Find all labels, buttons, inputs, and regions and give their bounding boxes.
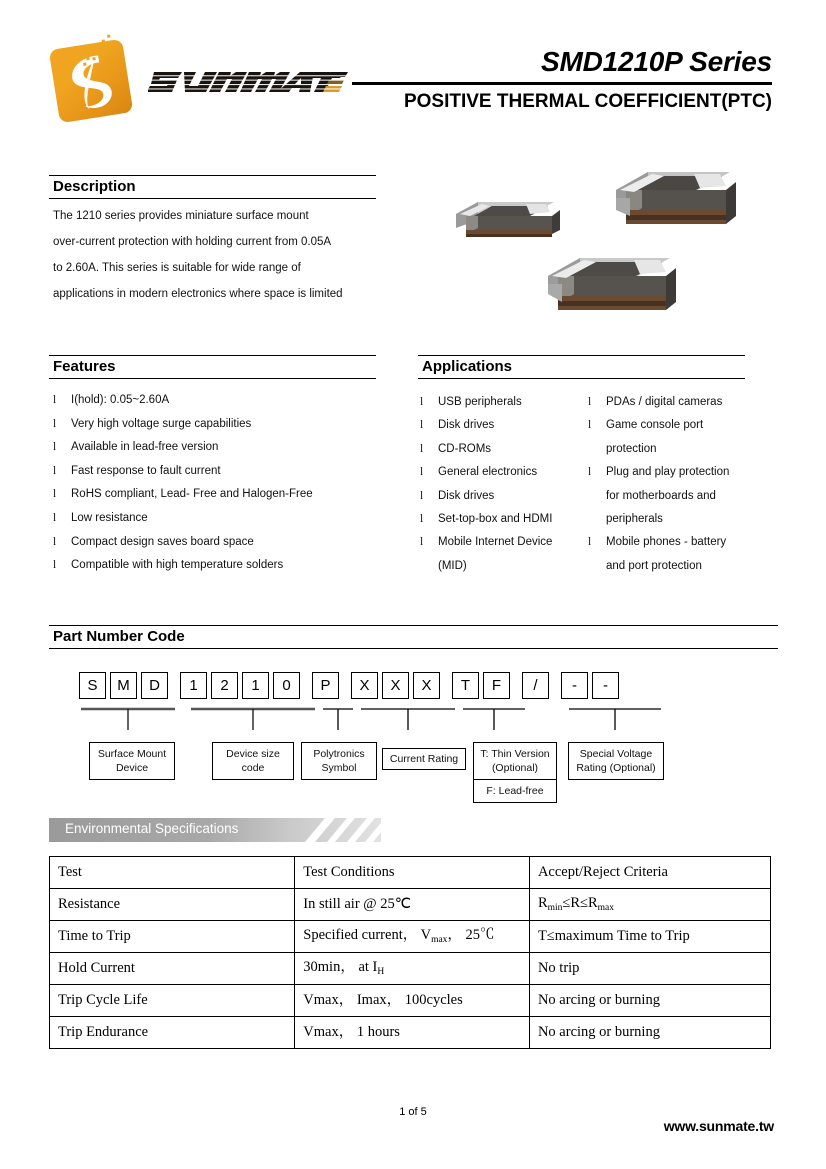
application-label-continuation: protection <box>606 442 657 455</box>
feature-label: Available in lead-free version <box>71 441 219 454</box>
callout-polytronics-symbol <box>301 742 377 780</box>
pn-char-box: 1 <box>242 672 269 699</box>
feature-label: RoHS compliant, Lead- Free and Halogen-Free <box>71 488 313 501</box>
callout-line: Special Voltage <box>579 748 653 760</box>
list-item <box>49 483 389 507</box>
callout-line: T: Thin Version <box>480 748 550 760</box>
page-header <box>0 0 826 150</box>
callout-line: Device size <box>226 748 280 760</box>
cell-criteria: $R_{min}\le R\le R_{max}$ <box>529 889 770 921</box>
pn-char-box: - <box>561 672 588 699</box>
logo-mark-icon <box>49 39 134 124</box>
list-item <box>49 389 389 413</box>
feature-label: Compatible with high temperature solders <box>71 559 284 572</box>
callout-line: Surface Mount <box>97 748 167 760</box>
bullet-icon: l <box>420 419 424 432</box>
description-body <box>53 203 375 307</box>
company-logo <box>52 40 342 140</box>
pn-char-box: M <box>110 672 137 699</box>
banner-title: Environmental Specifications <box>65 821 239 836</box>
application-label-continuation: and port protection <box>606 559 702 572</box>
callout-special-voltage-rating <box>568 742 664 780</box>
table-row <box>50 1017 771 1049</box>
callout-line: Device <box>115 762 149 774</box>
cell-criteria: No arcing or burning <box>529 1017 770 1049</box>
features-heading: Features <box>49 355 376 379</box>
series-title: SMD1210P Series <box>541 46 772 77</box>
application-label-continuation: (MID) <box>438 559 467 572</box>
description-line-1: The 1210 series provides miniature surface mount <box>53 210 309 222</box>
website-link[interactable]: www.sunmate.tw <box>663 1118 774 1134</box>
callout-surface-mount-device <box>89 742 175 780</box>
bullet-icon: l <box>53 464 57 477</box>
cell-conditions: In still air @ 25℃ <box>295 889 530 921</box>
application-label: Mobile Internet Device <box>438 536 553 549</box>
application-label: Mobile phones - battery <box>606 536 727 549</box>
list-item <box>416 391 584 414</box>
list-item <box>416 531 584 554</box>
feature-label: Low resistance <box>71 511 148 524</box>
pn-char-box: X <box>382 672 409 699</box>
callout-line: (Optional) <box>491 762 539 774</box>
applications-column-right <box>584 391 776 578</box>
description-line-3: to 2.60A. This series is suitable for wide range of <box>53 262 301 274</box>
feature-label: Very high voltage surge capabilities <box>71 417 252 430</box>
column-header-test: Test <box>50 857 295 889</box>
pn-char-box: 0 <box>273 672 300 699</box>
cell-criteria: No arcing or burning <box>529 985 770 1017</box>
callout-line: code <box>241 762 265 774</box>
application-label: Game console port <box>606 419 704 432</box>
callout-cell: F: Lead-free <box>486 785 544 797</box>
bullet-icon: l <box>53 417 57 430</box>
list-item <box>584 414 776 437</box>
part-number-code-heading: Part Number Code <box>49 625 778 649</box>
feature-label: Fast response to fault current <box>71 464 221 477</box>
pn-char-box: D <box>141 672 168 699</box>
list-item <box>49 507 389 531</box>
pn-char-box: 1 <box>180 672 207 699</box>
title-divider <box>352 82 772 85</box>
callout-current-rating: Current Rating <box>382 748 466 770</box>
product-photo-smd-components <box>430 158 800 328</box>
list-item <box>416 414 584 437</box>
bullet-icon: l <box>53 535 57 548</box>
cell-conditions: Vmax， Imax， 100cycles <box>295 985 530 1017</box>
cell-test: Time to Trip <box>50 921 295 953</box>
features-list <box>49 389 389 578</box>
bullet-icon: l <box>420 536 424 549</box>
application-label-continuation: for motherboards and <box>606 489 716 502</box>
application-label: Disk drives <box>438 489 495 502</box>
environmental-specifications-table <box>49 856 771 1049</box>
part-number-leader-lines <box>49 660 778 815</box>
pn-char-box: / <box>522 672 549 699</box>
pn-char-box: X <box>351 672 378 699</box>
cell-conditions: Vmax， 1 hours <box>295 1017 530 1049</box>
application-label: USB peripherals <box>438 396 522 408</box>
bullet-icon: l <box>53 394 57 406</box>
pn-char-box: F <box>483 672 510 699</box>
feature-label: Compact design saves board space <box>71 535 254 548</box>
table-row <box>50 953 771 985</box>
table-row <box>50 921 771 953</box>
smd-component-3 <box>548 258 676 310</box>
list-item <box>49 554 389 578</box>
title-block <box>352 46 772 113</box>
application-label: Plug and play protection <box>606 466 730 479</box>
callout-line: Rating (Optional) <box>576 762 656 774</box>
list-item <box>416 485 584 508</box>
callout-thin-version-lead-free <box>473 742 557 803</box>
list-item <box>584 461 776 484</box>
cell-test: Hold Current <box>50 953 295 985</box>
applications-lists <box>416 391 776 578</box>
applications-heading: Applications <box>418 355 745 379</box>
column-header-test-conditions: Test Conditions <box>295 857 530 889</box>
bullet-icon: l <box>420 513 424 526</box>
pn-char-box: T <box>452 672 479 699</box>
column-header-accept-reject: Accept/Reject Criteria <box>529 857 770 889</box>
callout-device-size-code <box>212 742 294 780</box>
environmental-specifications-banner <box>49 818 381 842</box>
list-item <box>584 391 776 414</box>
series-subtitle: POSITIVE THERMAL COEFFICIENT(PTC) <box>403 91 772 112</box>
callout-line: Symbol <box>321 762 357 774</box>
cell-test: Resistance <box>50 889 295 921</box>
table-row <box>50 985 771 1017</box>
bullet-icon: l <box>420 466 424 479</box>
brand-wordmark <box>148 62 348 102</box>
table-header-row <box>50 857 771 889</box>
description-line-4: applications in modern electronics where space is limited <box>53 288 343 300</box>
page-footer <box>0 1106 826 1146</box>
cell-criteria: T≤maximum Time to Trip <box>529 921 770 953</box>
bullet-icon: l <box>53 559 57 572</box>
application-label-continuation: peripherals <box>606 513 663 526</box>
application-label: CD-ROMs <box>438 442 492 455</box>
part-number-diagram <box>49 660 778 815</box>
list-item <box>49 413 389 437</box>
pn-char-box: X <box>413 672 440 699</box>
list-item <box>584 531 776 554</box>
bullet-icon: l <box>588 396 592 408</box>
pn-char-box: 2 <box>211 672 238 699</box>
pn-char-box: - <box>592 672 619 699</box>
pn-char-box: P <box>312 672 339 699</box>
bullet-icon: l <box>588 466 592 479</box>
table-row <box>50 889 771 921</box>
bullet-icon: l <box>588 536 592 549</box>
cell-conditions: Specified current， $V_{max}$， 25℃ <box>295 921 530 953</box>
feature-label: I(hold): 0.05~2.60A <box>71 394 170 406</box>
list-item <box>416 461 584 484</box>
bullet-icon: l <box>420 489 424 502</box>
list-item <box>49 436 389 460</box>
logo-dots-icon <box>77 33 121 69</box>
application-label: General electronics <box>438 466 538 479</box>
bullet-icon: l <box>420 442 424 455</box>
application-label: PDAs / digital cameras <box>606 396 723 408</box>
callout-line: Polytronics <box>313 748 365 760</box>
bullet-icon: l <box>53 511 57 524</box>
bullet-icon: l <box>53 488 57 501</box>
list-item <box>416 508 584 531</box>
cell-test: Trip Cycle Life <box>50 985 295 1017</box>
bullet-icon: l <box>588 419 592 432</box>
callout-cell <box>474 743 556 780</box>
applications-column-left <box>416 391 584 578</box>
application-label: Disk drives <box>438 419 495 432</box>
banner-slashes-decoration <box>301 818 381 842</box>
bullet-icon: l <box>53 441 57 454</box>
cell-criteria: No trip <box>529 953 770 985</box>
page-number: 1 of 5 <box>399 1106 427 1118</box>
list-item <box>49 531 389 555</box>
bullet-icon: l <box>420 396 424 408</box>
description-line-2: over-current protection with holding current from 0.05A <box>53 236 332 248</box>
list-item <box>49 460 389 484</box>
application-label: Set-top-box and HDMI <box>438 513 553 526</box>
cell-conditions: 30min， at $I_H$ <box>295 953 530 985</box>
list-item <box>416 438 584 461</box>
smd-component-1 <box>456 202 560 237</box>
cell-test: Trip Endurance <box>50 1017 295 1049</box>
description-heading: Description <box>49 175 376 199</box>
pn-char-box: S <box>79 672 106 699</box>
smd-component-2 <box>616 172 736 224</box>
